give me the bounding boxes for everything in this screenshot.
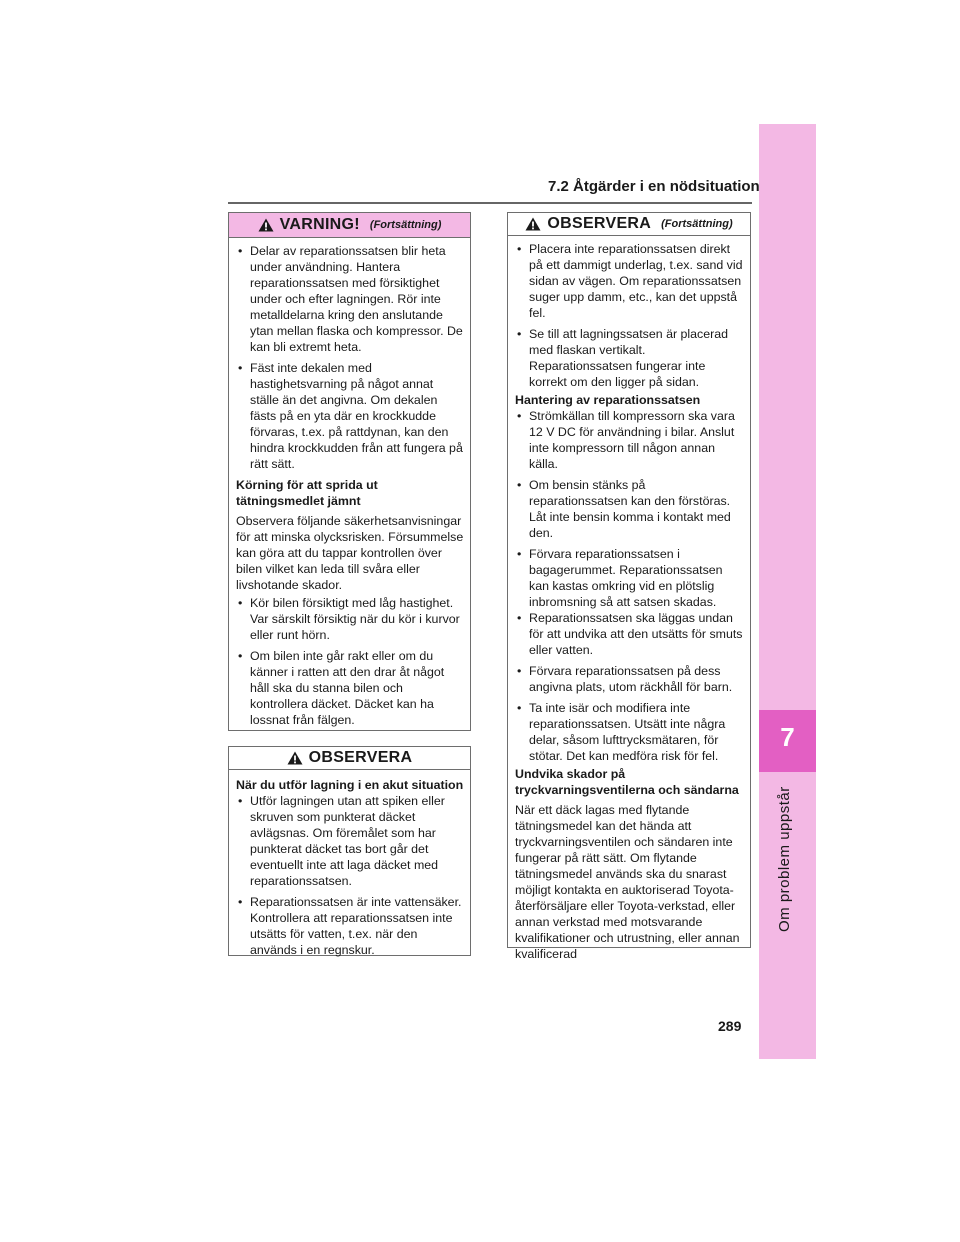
warning-subheading: Körning för att sprida ut tätningsmedlet jämnt (236, 478, 378, 508)
list-item: • Kör bilen försiktigt med låg hastighet. Var särskilt försiktig när du kör i kurvor eller runt hörn. (236, 595, 464, 643)
notice-body (229, 770, 470, 958)
notice-continued-body (508, 236, 750, 962)
notice-continued-title: OBSERVERA (547, 215, 652, 232)
list-item: • Förvara reparationssatsen på dess angivna plats, utom räckhåll för barn. (515, 663, 744, 695)
notice-subheading: Undvika skador på tryckvarningsventilerna och sändarna (515, 767, 739, 797)
header-divider (228, 202, 752, 204)
notice-continued-header (508, 213, 750, 236)
notice-box-header (229, 747, 470, 770)
notice-subheading: När du utför lagning i en akut situation (236, 778, 464, 792)
list-item: • Om bensin stänks på reparationssatsen kan den förstöras. Låt inte bensin komma i kontakt med den. (515, 477, 744, 541)
warning-triangle-icon (287, 751, 303, 765)
warning-title: VARNING! (279, 216, 360, 233)
notice-subheading: Hantering av reparationssatsen (515, 393, 701, 407)
warning-box-header (229, 213, 470, 238)
list-item: • Utför lagningen utan att spiken eller skruven som punkterat däcket avlägsnas. Om föremålet som har punkterat däcket tas bort går det eventuellt inte att laga däcket med reparationssatsen. (236, 793, 464, 889)
list-item: • Reparationssatsen ska läggas undan för att undvika att den utsätts för smuts eller vatten. (515, 610, 744, 658)
chapter-title: Om problem uppstår (776, 786, 793, 932)
warning-box (228, 212, 471, 731)
notice-title: OBSERVERA (308, 749, 413, 766)
notice-continued-subtitle: (Fortsättning) (661, 218, 733, 230)
page-number: 289 (718, 1018, 742, 1034)
section-header: 7.2 Åtgärder i en nödsituation (548, 178, 760, 195)
warning-subtitle: (Fortsättning) (369, 219, 442, 231)
list-item: • Se till att lagningssatsen är placerad med flaskan vertikalt. Reparationssatsen fungerar inte korrekt om den ligger på sidan. (515, 326, 744, 390)
list-item: • Reparationssatsen är inte vattensäker. Kontrollera att reparationssatsen inte utsätts för vatten, t.ex. när den används i en regnskur. (236, 894, 464, 958)
list-item: • Delar av reparationssatsen blir heta under användning. Hantera reparationssatsen med försiktighet under och efter lagningen. Rör inte metalldelarna kring den anslutande ytan mellan flaska och kompressor. De kan bli extremt heta. (236, 243, 464, 355)
chapter-number: 7 (780, 722, 795, 752)
warning-paragraph: Observera följande säkerhetsanvisningar för att minska olycksrisken. Försummelse kan göra att du tappar kontrollen över bilen vilket kan leda till svåra eller livshotande skador. (236, 514, 464, 592)
notice-paragraph: När ett däck lagas med flytande tätningsmedel kan det hända att tryckvarningsventilen och sändaren inte fungerar på rätt sätt. Om flytande tätningsmedel används ska du snarast möjligt kontakta en auktoriserad Toyota-återförsäljare eller Toyota-verkstad, eller annan verkstad med motsvarande kvalifikationer och utrustning, eller annan kvalificerad (515, 803, 740, 961)
warning-triangle-icon (258, 218, 274, 232)
list-item: • Förvara reparationssatsen i bagagerummet. Reparationssatsen kan kastas omkring vid en plötslig inbromsning så att satsen skadas. (515, 546, 744, 610)
warning-body (229, 238, 470, 728)
list-item: • Fäst inte dekalen med hastighetsvarning på något annat ställe än det angivna. Om dekalen fästs på en yta där en krockkudde förvaras, t.ex. på rattdynan, kan den hindra krockkudden från att fungera på rätt sätt. (236, 360, 464, 472)
list-item: • Ta inte isär och modifiera inte reparationssatsen. Utsätt inte några delar, såsom lufttrycksmätaren, för stötar. Det kan medföra risk för fel. (515, 700, 744, 764)
notice-box (228, 746, 471, 956)
list-item: • Placera inte reparationssatsen direkt på ett dammigt underlag, t.ex. sand vid sidan av vägen. Om reparationssatsen suger upp damm, etc., kan det uppstå fel. (515, 241, 744, 321)
warning-triangle-icon (525, 217, 541, 231)
notice-continued-box (507, 212, 751, 961)
list-item: • Om bilen inte går rakt eller om du känner i ratten att den drar åt något håll ska du stanna bilen och kontrollera däcket. Däcket kan ha lossnat från fälgen. (236, 648, 464, 728)
list-item: • Strömkällan till kompressorn ska vara 12 V DC för användning i bilar. Anslut inte kompressorn till någon annan källa. (515, 408, 744, 472)
